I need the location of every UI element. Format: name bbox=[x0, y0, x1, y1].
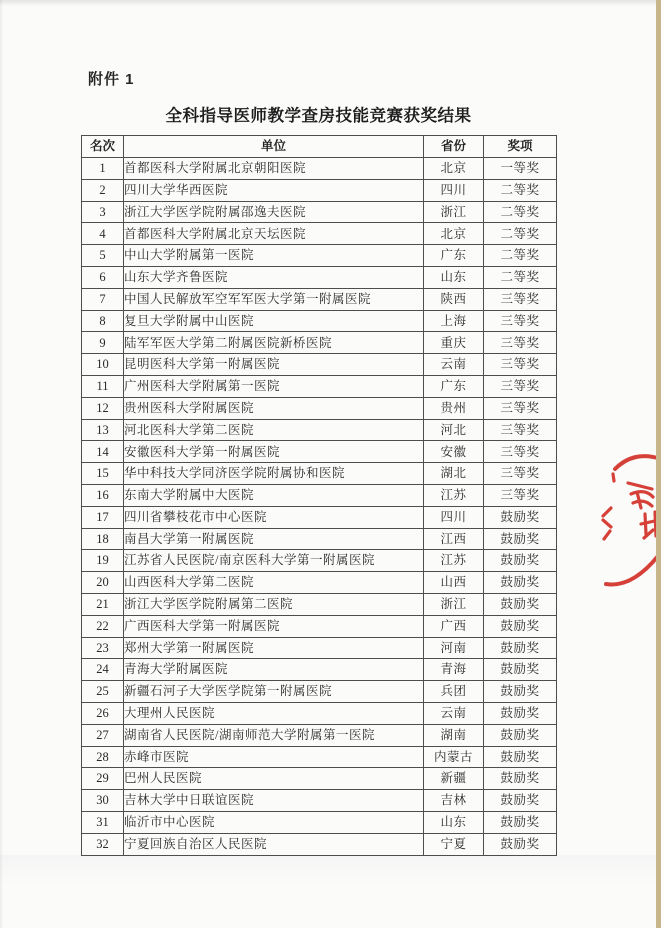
rank-cell: 20 bbox=[82, 572, 124, 594]
province-cell: 浙江 bbox=[424, 201, 484, 223]
rank-cell: 22 bbox=[82, 615, 124, 637]
award-cell: 鼓励奖 bbox=[484, 746, 557, 768]
unit-cell: 昆明医科大学第一附属医院 bbox=[124, 354, 424, 376]
province-cell: 兵团 bbox=[424, 681, 484, 703]
award-cell: 一等奖 bbox=[484, 158, 557, 180]
award-cell: 鼓励奖 bbox=[484, 572, 557, 594]
award-cell: 二等奖 bbox=[484, 223, 557, 245]
award-cell: 鼓励奖 bbox=[484, 681, 557, 703]
province-cell: 山东 bbox=[424, 266, 484, 288]
table-row bbox=[82, 419, 557, 441]
results-table bbox=[81, 135, 557, 856]
province-cell: 安徽 bbox=[424, 441, 484, 463]
table-row bbox=[82, 746, 557, 768]
unit-cell: 吉林大学中日联谊医院 bbox=[124, 790, 424, 812]
province-cell: 山东 bbox=[424, 811, 484, 833]
document-title: 全科指导医师教学查房技能竞赛获奖结果 bbox=[165, 107, 472, 125]
table-header-row bbox=[82, 136, 557, 158]
unit-cell: 广州医科大学附属第一医院 bbox=[124, 375, 424, 397]
province-cell: 浙江 bbox=[424, 593, 484, 615]
unit-cell: 郑州大学第一附属医院 bbox=[124, 637, 424, 659]
award-cell: 三等奖 bbox=[484, 288, 557, 310]
rank-cell: 25 bbox=[82, 681, 124, 703]
award-cell: 三等奖 bbox=[484, 419, 557, 441]
unit-cell: 贵州医科大学附属医院 bbox=[124, 397, 424, 419]
province-cell: 广东 bbox=[424, 245, 484, 267]
province-cell: 湖北 bbox=[424, 463, 484, 485]
table-row bbox=[82, 223, 557, 245]
province-cell: 云南 bbox=[424, 354, 484, 376]
attachment-label: 附件 1 bbox=[88, 71, 135, 88]
unit-cell: 首都医科大学附属北京天坛医院 bbox=[124, 223, 424, 245]
rank-cell: 32 bbox=[82, 833, 124, 855]
table-row bbox=[82, 768, 557, 790]
scan-edge-top bbox=[0, 0, 661, 6]
table-row bbox=[82, 201, 557, 223]
province-cell: 重庆 bbox=[424, 332, 484, 354]
province-cell: 贵州 bbox=[424, 397, 484, 419]
province-cell: 湖南 bbox=[424, 724, 484, 746]
rank-cell: 13 bbox=[82, 419, 124, 441]
unit-cell: 中国人民解放军空军军医大学第一附属医院 bbox=[124, 288, 424, 310]
table-row bbox=[82, 332, 557, 354]
rank-cell: 7 bbox=[82, 288, 124, 310]
rank-cell: 15 bbox=[82, 463, 124, 485]
unit-cell: 复旦大学附属中山医院 bbox=[124, 310, 424, 332]
award-cell: 三等奖 bbox=[484, 441, 557, 463]
award-cell: 三等奖 bbox=[484, 332, 557, 354]
award-cell: 鼓励奖 bbox=[484, 550, 557, 572]
unit-cell: 中山大学附属第一医院 bbox=[124, 245, 424, 267]
province-cell: 江西 bbox=[424, 528, 484, 550]
province-cell: 山西 bbox=[424, 572, 484, 594]
rank-cell: 29 bbox=[82, 768, 124, 790]
table-row bbox=[82, 528, 557, 550]
table-row bbox=[82, 637, 557, 659]
award-cell: 鼓励奖 bbox=[484, 615, 557, 637]
province-cell: 新疆 bbox=[424, 768, 484, 790]
unit-cell: 宁夏回族自治区人民医院 bbox=[124, 833, 424, 855]
table-row bbox=[82, 397, 557, 419]
province-cell: 云南 bbox=[424, 702, 484, 724]
rank-cell: 26 bbox=[82, 702, 124, 724]
award-cell: 鼓励奖 bbox=[484, 790, 557, 812]
table-row bbox=[82, 354, 557, 376]
scan-noise-band bbox=[0, 855, 661, 885]
unit-cell: 山东大学齐鲁医院 bbox=[124, 266, 424, 288]
unit-cell: 山西医科大学第二医院 bbox=[124, 572, 424, 594]
rank-cell: 23 bbox=[82, 637, 124, 659]
province-cell: 北京 bbox=[424, 158, 484, 180]
rank-cell: 28 bbox=[82, 746, 124, 768]
province-cell: 宁夏 bbox=[424, 833, 484, 855]
award-cell: 鼓励奖 bbox=[484, 506, 557, 528]
award-cell: 三等奖 bbox=[484, 310, 557, 332]
unit-cell: 河北医科大学第二医院 bbox=[124, 419, 424, 441]
unit-cell: 大理州人民医院 bbox=[124, 702, 424, 724]
table-row bbox=[82, 484, 557, 506]
award-cell: 二等奖 bbox=[484, 266, 557, 288]
rank-cell: 6 bbox=[82, 266, 124, 288]
rank-cell: 31 bbox=[82, 811, 124, 833]
table-row bbox=[82, 833, 557, 855]
rank-cell: 12 bbox=[82, 397, 124, 419]
award-cell: 鼓励奖 bbox=[484, 833, 557, 855]
table-row bbox=[82, 593, 557, 615]
unit-cell: 安徽医科大学第一附属医院 bbox=[124, 441, 424, 463]
rank-cell: 5 bbox=[82, 245, 124, 267]
rank-cell: 4 bbox=[82, 223, 124, 245]
table-row bbox=[82, 266, 557, 288]
table-row bbox=[82, 659, 557, 681]
rank-cell: 19 bbox=[82, 550, 124, 572]
table-row bbox=[82, 158, 557, 180]
award-cell: 鼓励奖 bbox=[484, 659, 557, 681]
province-cell: 江苏 bbox=[424, 484, 484, 506]
unit-cell: 首都医科大学附属北京朝阳医院 bbox=[124, 158, 424, 180]
rank-cell: 30 bbox=[82, 790, 124, 812]
rank-cell: 3 bbox=[82, 201, 124, 223]
province-cell: 内蒙古 bbox=[424, 746, 484, 768]
province-cell: 河南 bbox=[424, 637, 484, 659]
province-cell: 青海 bbox=[424, 659, 484, 681]
rank-cell: 8 bbox=[82, 310, 124, 332]
rank-column-header: 名次 bbox=[82, 136, 124, 158]
unit-cell: 四川省攀枝花市中心医院 bbox=[124, 506, 424, 528]
rank-cell: 2 bbox=[82, 179, 124, 201]
rank-cell: 18 bbox=[82, 528, 124, 550]
award-cell: 二等奖 bbox=[484, 201, 557, 223]
province-column-header: 省份 bbox=[424, 136, 484, 158]
unit-cell: 巴州人民医院 bbox=[124, 768, 424, 790]
award-cell: 鼓励奖 bbox=[484, 593, 557, 615]
table-row bbox=[82, 572, 557, 594]
table-row bbox=[82, 681, 557, 703]
award-cell: 鼓励奖 bbox=[484, 724, 557, 746]
award-cell: 鼓励奖 bbox=[484, 528, 557, 550]
table-row bbox=[82, 724, 557, 746]
province-cell: 河北 bbox=[424, 419, 484, 441]
unit-cell: 浙江大学医学院附属邵逸夫医院 bbox=[124, 201, 424, 223]
unit-cell: 新疆石河子大学医学院第一附属医院 bbox=[124, 681, 424, 703]
unit-cell: 华中科技大学同济医学院附属协和医院 bbox=[124, 463, 424, 485]
province-cell: 吉林 bbox=[424, 790, 484, 812]
unit-cell: 浙江大学医学院附属第二医院 bbox=[124, 593, 424, 615]
unit-cell: 江苏省人民医院/南京医科大学第一附属医院 bbox=[124, 550, 424, 572]
rank-cell: 14 bbox=[82, 441, 124, 463]
award-cell: 鼓励奖 bbox=[484, 811, 557, 833]
award-cell: 鼓励奖 bbox=[484, 768, 557, 790]
rank-cell: 11 bbox=[82, 375, 124, 397]
unit-cell: 临沂市中心医院 bbox=[124, 811, 424, 833]
rank-cell: 27 bbox=[82, 724, 124, 746]
table-row bbox=[82, 441, 557, 463]
table-row bbox=[82, 550, 557, 572]
province-cell: 北京 bbox=[424, 223, 484, 245]
award-cell: 二等奖 bbox=[484, 179, 557, 201]
rank-cell: 17 bbox=[82, 506, 124, 528]
award-column-header: 奖项 bbox=[484, 136, 557, 158]
province-cell: 江苏 bbox=[424, 550, 484, 572]
award-cell: 三等奖 bbox=[484, 463, 557, 485]
province-cell: 陕西 bbox=[424, 288, 484, 310]
award-cell: 三等奖 bbox=[484, 397, 557, 419]
table-row bbox=[82, 310, 557, 332]
award-cell: 三等奖 bbox=[484, 354, 557, 376]
table-row bbox=[82, 245, 557, 267]
rank-cell: 24 bbox=[82, 659, 124, 681]
province-cell: 广西 bbox=[424, 615, 484, 637]
table-row bbox=[82, 811, 557, 833]
rank-cell: 9 bbox=[82, 332, 124, 354]
results-table-body bbox=[82, 158, 557, 856]
rank-cell: 21 bbox=[82, 593, 124, 615]
province-cell: 上海 bbox=[424, 310, 484, 332]
province-cell: 四川 bbox=[424, 179, 484, 201]
table-row bbox=[82, 179, 557, 201]
award-cell: 鼓励奖 bbox=[484, 702, 557, 724]
unit-cell: 青海大学附属医院 bbox=[124, 659, 424, 681]
scan-edge-left bbox=[0, 0, 3, 928]
table-row bbox=[82, 375, 557, 397]
province-cell: 广东 bbox=[424, 375, 484, 397]
award-cell: 二等奖 bbox=[484, 245, 557, 267]
table-row bbox=[82, 288, 557, 310]
unit-cell: 湖南省人民医院/湖南师范大学附属第一医院 bbox=[124, 724, 424, 746]
award-cell: 三等奖 bbox=[484, 375, 557, 397]
unit-cell: 陆军军医大学第二附属医院新桥医院 bbox=[124, 332, 424, 354]
table-row bbox=[82, 463, 557, 485]
scan-edge-right bbox=[656, 0, 661, 928]
rank-cell: 10 bbox=[82, 354, 124, 376]
table-row bbox=[82, 790, 557, 812]
unit-column-header: 单位 bbox=[124, 136, 424, 158]
province-cell: 四川 bbox=[424, 506, 484, 528]
rank-cell: 1 bbox=[82, 158, 124, 180]
table-row bbox=[82, 615, 557, 637]
award-cell: 鼓励奖 bbox=[484, 637, 557, 659]
unit-cell: 东南大学附属中大医院 bbox=[124, 484, 424, 506]
table-row bbox=[82, 506, 557, 528]
rank-cell: 16 bbox=[82, 484, 124, 506]
award-cell: 三等奖 bbox=[484, 484, 557, 506]
table-row bbox=[82, 702, 557, 724]
unit-cell: 赤峰市医院 bbox=[124, 746, 424, 768]
unit-cell: 广西医科大学第一附属医院 bbox=[124, 615, 424, 637]
unit-cell: 南昌大学第一附属医院 bbox=[124, 528, 424, 550]
unit-cell: 四川大学华西医院 bbox=[124, 179, 424, 201]
